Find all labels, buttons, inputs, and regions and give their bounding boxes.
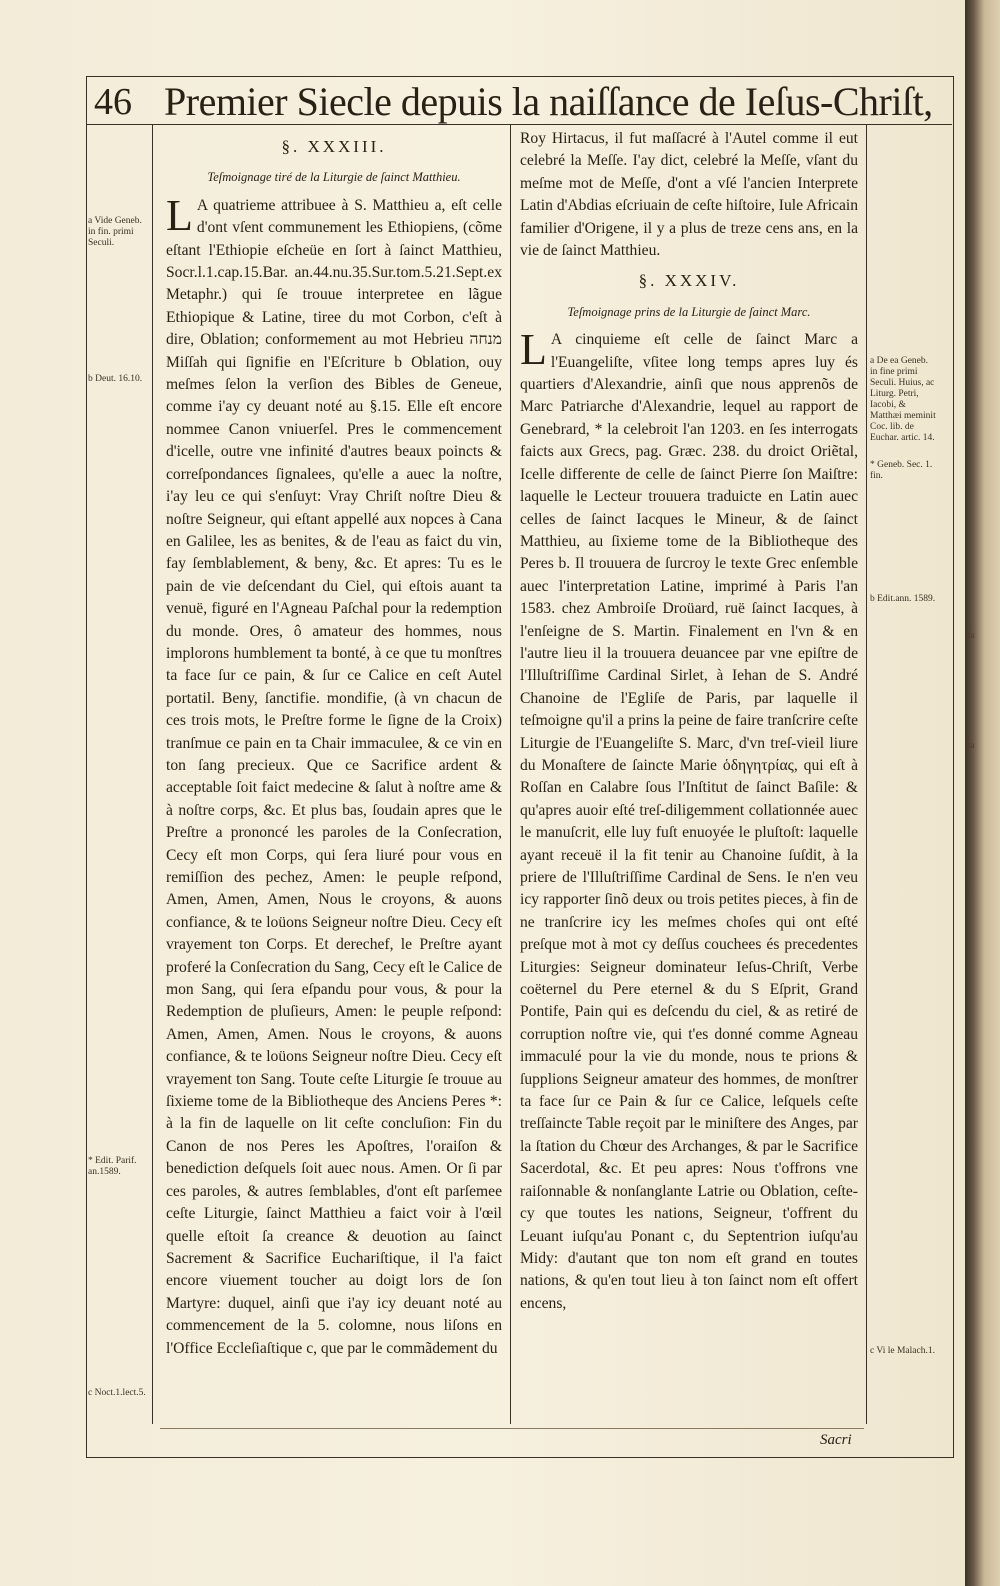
edge-fragment: ſa xyxy=(968,630,975,640)
section-title: §. XXXIII. xyxy=(281,137,387,156)
section-title: §. XXXIV. xyxy=(638,271,740,291)
margin-note: c Vi le Malach.1. xyxy=(870,1346,935,1356)
body-paragraph: Roy Hirtacus, il fut maſſacré à l'Autel comme il eut celebré la Meſſe. I'ay dict, celebré la Meſſe, vſant du meſme mot de Meſſe, d'ont a vſé l'ancien Interprete Latin d'Abdias eſcriuain de ceſte hiſtoire, Iule Africain familier d'Origene, il y a plus de treze cens ans, en la vie de ſainct Matthieu. xyxy=(520,130,858,260)
page-number: 46 xyxy=(94,81,132,123)
margin-note: b Deut. 16.10. xyxy=(88,374,143,384)
margin-note: b Edit.ann. 1589. xyxy=(870,594,936,604)
body-paragraph xyxy=(520,325,858,1315)
left-column xyxy=(166,128,502,1360)
margin-note: a Vide Geneb. in fin. primi Seculi. xyxy=(88,216,142,248)
left-margin-rule xyxy=(152,124,153,1424)
margin-note: * Geneb. Sec. 1. fin. xyxy=(870,460,933,481)
right-margin-rule xyxy=(866,124,867,1424)
margin-note: a De ea Geneb. in fine primi Seculi. Huius, ac Liturg. Petri, Iacobi, & Matthæi meminit Coc. lib. de Euchar. artic. 14. xyxy=(870,356,936,443)
margin-note: * Edit. Parif. an.1589. xyxy=(88,1156,137,1177)
margin-note: c Noct.1.lect.5. xyxy=(88,1388,146,1398)
body-text: A cinquieme eſt celle de ſainct Marc a l'Euangeliſte, vſitee long temps apres luy és quartiers d'Alexandrie, ainſi que nous apprenõs de Marc Patriarche d'Alexandrie, lequel au rapport de Genebrard, * la celebroit l'an 1203. en ſes interrogats faicts aux Grecs, pag. Græc. 238. du droict Oriẽtal, Icelle differente de celle de ſainct Pierre ſon Maiſtre: laquelle le Lecteur trouuera traduicte en Latin auec celles de ſainct Iacques le Mineur, & de ſainct Matthieu, au ſixieme tome de la Bibliotheque des Peres b. Il trouuera de ſurcroy le texte Grec enſemble auec l'interpretation Latine, imprimé à Paris l'an 1583. chez Ambroiſe Droüard, ruë ſainct Iacques, à l'enſeigne de S. Martin. Finalement en l'vn & en l'autre lieu il la trouuera deuancee par vne epiſtre de l'Illuſtriſſime Cardinal Sirlet, à Iehan de S. André Chanoine de l'Egliſe de Paris, par laquelle il teſmoigne qu'il a prins la peine de faire tranſcrire ceſte Liturgie de l'Euangeliſte S. Marc, d'vn treſ-vieil liure du Monaſtere de ſaincte Marie ὁδηγητρίας, qui eſt à Roſſan en Calabre ſous l'Inſtitut de ſainct Baſile: & qu'apres auoir eſté treſ-diligemment collationnée auec le manuſcrit, elle luy fuſt enuoyée le pluſtoſt: laquelle ayant receuë il la fit tenir au Chanoine ſuſdit, à la priere de l'Illuſtriſſime Cardinal de Sens. Ie n'en veu icy rapporter ſinõ deux ou trois petites pieces, à fin de ne tranſcrire icy les meſmes choſes qui ont eſté preſque mot à mot cy deſſus couchees és precedentes Liturgies: Seigneur dominateur Ieſus-Chriſt, Verbe coëternel du Pere eternel & du S Eſprit, Grand Pontife, Pain qui es deſcendu du ciel, & as retiré de corruption noſtre vie, qui t'es donné comme Agneau immaculé pour la vie du monde, nous te prions & ſupplions Seigneur amateur des hommes, de monſtrer ta face ſur ce Pain & ſur ce Calice, leſquels ceſte treſſaincte Table reçoit par le miniſtere des Anges, par la ſtation du Chœur des Archanges, & par le Sacrifice Sacerdotal, &c. Et peu apres: Nous t'offrons vne raiſonnable & nonſanglante Latrie ou Oblation, ceſte-cy que toutes les nations, Seigneur, t'offrent du Leuant iuſqu'au Ponant c, du Septentrion iuſqu'au Midy: d'autant que ton nom eſt grand en toutes nations, & qu'en tout lieu à ton ſainct nom eſt offert encens, xyxy=(520,331,858,1312)
section-subtitle: Teſmoignage tiré de la Liturgie de ſainct Matthieu. xyxy=(207,170,461,185)
page-header xyxy=(86,76,952,125)
footer-rule xyxy=(160,1428,864,1429)
section-subtitle: Teſmoignage prins de la Liturgie de ſainct Marc. xyxy=(567,304,811,319)
edge-fragment: ta xyxy=(968,740,975,750)
right-column xyxy=(520,128,858,1315)
drop-cap: L xyxy=(520,325,547,375)
body-paragraph xyxy=(166,190,503,1360)
book-gutter-edge xyxy=(965,0,1000,1586)
drop-cap: L xyxy=(166,190,193,240)
body-text: A quatrieme attribuee à S. Matthieu a, eſt celle d'ont vſent communement les Ethiopiens, (cõme eſtant l'Ethiopie eſcheüe en ſort à ſainct Matthieu, Socr.l.1.cap.15.Bar. an.44.nu.35.Sur.tom.5.21.Sept.ex Metaphr.) qui ſe trouue interpretee en lãgue Ethiopique & Latine, tiree du mot Corbon, c'eſt à dire, Oblation; conformement au mot Hebrieu מנחה Miſſah qui ſignifie en l'Eſcriture b Oblation, ouy meſmes ſelon la verſion des Bibles de Geneue, comme i'ay cy deuant noté au §.15. Elle eſt encore nommee Canon vniuerſel. Pres le commencement d'icelle, outre vne infinité d'autres beaux poincts & correſpondances ſignalees, qu'elle a auec la noſtre, i'ay leu ce qui s'enſuyt: Vray Chriſt noſtre Dieu & noſtre Seigneur, qui eſtant appellé aux nopces à Cana en Galilee, les as benites, & de l'eau as faict du vin, fay ſemblablement, & beny, &c. Et apres: Tu es le pain de vie deſcendant du Ciel, qui eſtois auant ta venuë, figuré en l'Agneau Paſchal pour la redemption du monde. Ores, ô amateur des hommes, nous implorons humblement ta bonté, à ce que tu monſtres ta face ſur ce pain, & ſur ce Calice en ceſt Autel portatil. Beny, ſanctifie. mondifie, (à vn chacun de ces trois mots, le Preſtre forme le ſigne de la Croix) tranſmue ce pain en ta Chair immaculee, & ce vin en ton ſang precieux. Que ce Sacrifice ardent & acceptable ſoit faict medecine & ſalut à noſtre ame & à noſtre corps, &c. Et plus bas, ſoudain apres que le Preſtre a prononcé les paroles de la Conſecration, Cecy eſt mon Corps, qui ſera liuré pour vous en remiſſion des pechez, Amen: le peuple reſpond, Amen, Amen, Amen, Nous le croyons, & auons confiance, & te loüons Seigneur noſtre Dieu. Cecy eſt vrayement ton Corps. Et derechef, le Preſtre ayant proferé la Conſecration du Sang, Cecy eſt le Calice de mon Sang, qui ſera eſpandu pour vous, & pour la Redemption de pluſieurs, Amen: le peuple reſpond: Amen, Amen, Amen. Nous le croyons, & auons confiance, & te loüons Seigneur noſtre Dieu. Cecy eſt vrayement ton Sang. Toute ceſte Liturgie ſe trouue au ſixieme tome de la Bibliotheque des Anciens Peres *: à la fin de laquelle on lit ceſte concluſion: Fin du Canon de nos Peres les Apoſtres, l'oraiſon & benediction deſquels ſoit auec nous. Amen. Or ſi par ces paroles, & autres ſemblables, d'ont eſt parſemee ceſte Liturgie, ſainct Matthieu a faict voir à l'œil quelle eſtoit ſa creance & deuotion au ſainct Sacrement & Sacrifice Euchariſtique, il l'a faict encore viuement toucher au doigt lors de ſon Martyre: duquel, ainſi que i'ay icy deuant noté au commencement de la 5. colomne, nous liſons en l'Office Eccleſiaſtique c, que par le commãdement du xyxy=(166,196,503,1357)
column-divider xyxy=(510,124,511,1424)
catchword: Sacri xyxy=(820,1432,852,1448)
running-title: Premier Siecle depuis la naiſſance de Ieſus-Chriſt, xyxy=(164,79,933,124)
